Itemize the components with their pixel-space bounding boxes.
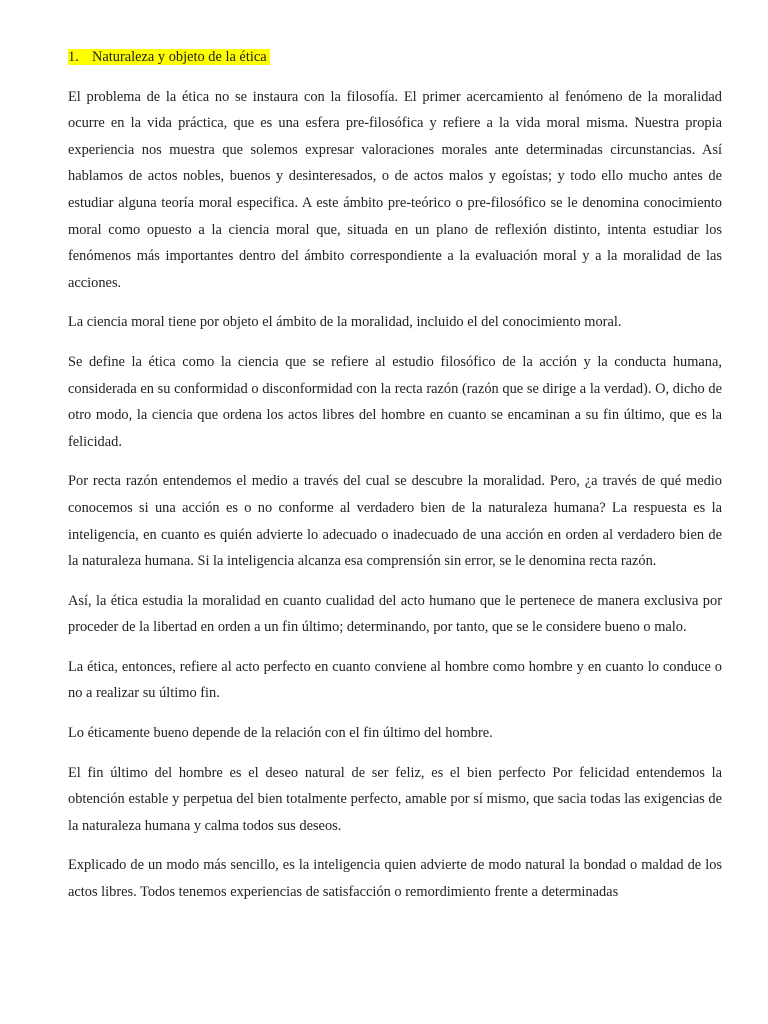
paragraph: El problema de la ética no se instaura con la filosofía. El primer acercamiento al fenómeno de la moralidad ocurre en la vida práctica, que es una esfera pre-filosófica y refiere a la vida moral misma. Nuestra propia experiencia nos muestra que solemos expresar valoraciones morales ante determinadas circunstancias. Así hablamos de actos nobles, buenos y desinteresados, o de actos malos y egoístas; y todo ello mucho antes de estudiar alguna teoría moral especifica. A este ámbito pre-teórico o pre-filosófico se le denomina conocimiento moral como opuesto a la ciencia moral que, situada en un plano de reflexión distinto, intenta estudiar los fenómenos más importantes dentro del ámbito correspondiente a la evaluación moral y a la moralidad de las acciones.	[68, 88, 722, 291]
paragraph: El fin último del hombre es el deseo natural de ser feliz, es el bien perfecto Por felicidad entendemos la obtención estable y perpetua del bien totalmente perfecto, amable por sí mismo, que sacia todas las exigencias de la naturaleza humana y calma todos sus deseos.	[68, 764, 722, 834]
heading-number: 1.	[68, 49, 79, 65]
paragraph: La ciencia moral tiene por objeto el ámbito de la moralidad, incluido el del conocimiento moral.	[68, 314, 622, 331]
document-body	[68, 44, 722, 919]
section-heading	[68, 44, 722, 71]
paragraph: Explicado de un modo más sencillo, es la inteligencia quien advierte de modo natural la bondad o maldad de los actos libres. Todos tenemos experiencias de satisfacción o remordimiento frente a determinadas	[68, 857, 722, 901]
heading-highlight	[68, 49, 270, 65]
paragraph: Lo éticamente bueno depende de la relación con el fin último del hombre.	[68, 725, 493, 742]
paragraph: Por recta razón entendemos el medio a través del cual se descubre la moralidad. Pero, ¿a través de qué medio conocemos si una acción es o no conforme al verdadero bien de la naturaleza humana? La respuesta es la inteligencia, en cuanto es quién advierte lo adecuado o inadecuado de una acción en orden al verdadero bien de la naturaleza humana. Si la inteligencia alcanza esa comprensión sin error, se le denomina recta razón.	[68, 473, 722, 570]
paragraph: La ética, entonces, refiere al acto perfecto en cuanto conviene al hombre como hombre y en cuanto lo conduce o no a realizar su último fin.	[68, 658, 722, 702]
paragraph: Así, la ética estudia la moralidad en cuanto cualidad del acto humano que le pertenece de manera exclusiva por proceder de la libertad en orden a un fin último; determinando, por tanto, que se le considere bueno o malo.	[68, 592, 722, 636]
paragraph: Se define la ética como la ciencia que se refiere al estudio filosófico de la acción y la conducta humana, considerada en su conformidad o disconformidad con la recta razón (razón que se dirige a la verdad). O, dicho de otro modo, la ciencia que ordena los actos libres del hombre en cuanto se encaminan a su fin último, que es la felicidad.	[68, 353, 722, 450]
heading-title: Naturaleza y objeto de la ética	[92, 49, 267, 65]
